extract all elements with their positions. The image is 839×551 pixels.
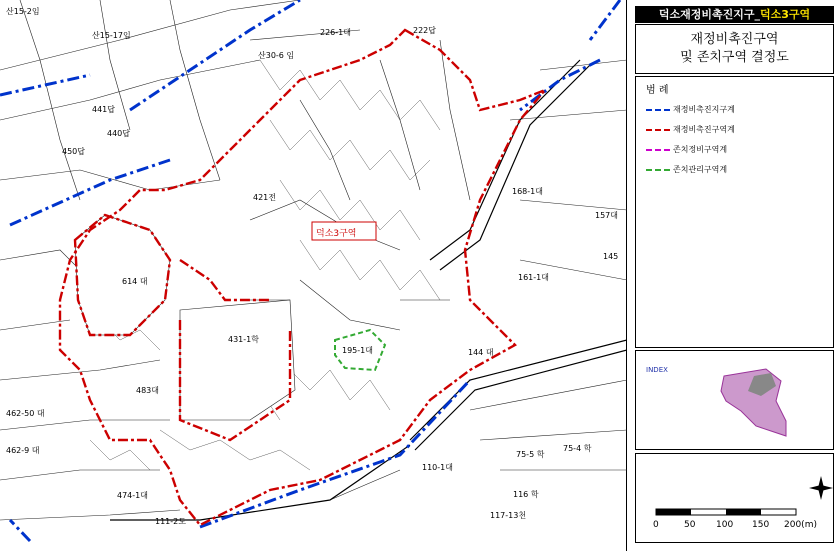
parcel-label: 450답 <box>62 147 85 156</box>
parcel-label: 483대 <box>136 386 159 395</box>
parcel-label: 168-1대 <box>512 187 543 196</box>
scale-box <box>635 453 834 543</box>
parcel-label: 462-9 대 <box>6 446 40 455</box>
parcel-label: 75-4 학 <box>563 444 592 453</box>
parcel-label: 462-50 대 <box>6 409 45 418</box>
parcel-label: 117-13천 <box>490 511 527 520</box>
north-arrow-icon <box>809 476 833 500</box>
title-area: 덕소3구역 <box>759 8 811 21</box>
parcel-label: 421전 <box>253 193 276 202</box>
scale-tick: 200(m) <box>784 520 817 530</box>
district-label: 덕소3구역 <box>316 229 357 239</box>
scale-tick: 50 <box>684 520 696 530</box>
parcel-label: 산30-6 임 <box>258 51 295 60</box>
parcel-label: 116 학 <box>513 490 539 499</box>
parcel-label: 145 <box>603 252 619 261</box>
parcel-label: 161-1대 <box>518 273 549 282</box>
title-district: 덕소재정비촉진지구_ <box>658 8 760 21</box>
index-thumbnail <box>636 351 835 451</box>
scale-bar <box>636 454 835 544</box>
legend-item-redevelopment <box>646 124 735 136</box>
parcel-label: 226-1대 <box>320 28 351 37</box>
roads <box>110 60 627 520</box>
parcel-label: 614 대 <box>122 277 148 286</box>
scale-tick: 100 <box>716 520 734 530</box>
parcel-label: 산15-17임 <box>92 31 131 40</box>
parcel-label: 441답 <box>92 105 115 114</box>
parcel-label: 75-5 학 <box>516 450 545 459</box>
parcel-label: 195-1대 <box>342 346 373 355</box>
parcel-label: 431-1학 <box>228 335 259 344</box>
subtitle-line1: 재정비촉진구역 <box>690 32 779 47</box>
map-subtitle <box>635 24 834 74</box>
legend-item-district <box>646 104 735 116</box>
index-label: INDEX <box>646 366 668 374</box>
scale-tick: 150 <box>752 520 770 530</box>
parcel-label: 474-1대 <box>117 491 148 500</box>
legend-panel <box>629 0 839 551</box>
parcel-label: 111-2도 <box>155 517 186 526</box>
map-title <box>635 6 834 23</box>
legend-title: 범 례 <box>646 85 669 96</box>
scale-tick: 0 <box>653 520 659 530</box>
legend-line-icon <box>646 109 670 111</box>
parcel-431-1 <box>180 300 295 420</box>
parcel-label: 440답 <box>107 129 130 138</box>
legend-item-manage <box>646 164 727 176</box>
legend-box <box>635 76 834 348</box>
parcel-label: 110-1대 <box>422 463 453 472</box>
parcel-label: 157대 <box>595 211 618 220</box>
legend-label: 재정비촉진구역계 <box>673 125 735 134</box>
legend-line-icon <box>646 149 670 151</box>
inner-boundary <box>180 260 270 300</box>
legend-label: 존치관리구역계 <box>673 165 728 174</box>
parcel-label: 144 대 <box>468 348 494 357</box>
subtitle-line2: 및 존치구역 결정도 <box>680 50 789 65</box>
legend-item-maintain <box>646 144 727 156</box>
legend-line-icon <box>646 129 670 131</box>
parcel-label: 222답 <box>413 26 436 35</box>
parcel-614 <box>75 215 170 335</box>
legend-line-icon <box>646 169 670 171</box>
parcel-label: 산15-2임 <box>6 7 40 16</box>
legend-label: 존치정비구역계 <box>673 145 728 154</box>
legend-label: 재정비촉진지구계 <box>673 105 735 114</box>
index-map <box>635 350 834 450</box>
